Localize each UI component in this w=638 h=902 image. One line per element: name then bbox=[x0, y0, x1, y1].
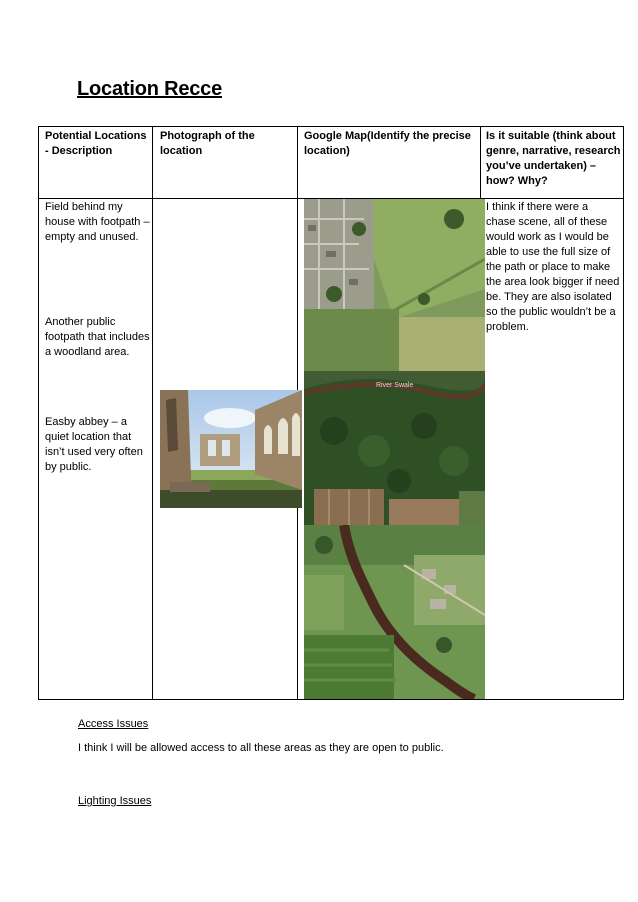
location-easby-abbey: Easby abbey – a quiet location that isn’t used very often by public. bbox=[45, 416, 143, 473]
location-table bbox=[38, 126, 624, 700]
suitability-text: I think if there were a chase scene, all of these would work as I would be able to use the full size of the path or place to make the area look bigger if need be. They are also isolated so the public wouldn’t be a problem. bbox=[486, 201, 620, 333]
map-field-aerial bbox=[304, 199, 485, 371]
access-issues-heading: Access Issues bbox=[78, 718, 149, 730]
column-divider bbox=[152, 127, 153, 699]
lighting-issues-heading: Lighting Issues bbox=[78, 795, 152, 807]
location-woodland: Another public footpath that includes a woodland area. bbox=[45, 316, 150, 358]
header-google-map: Google Map(Identify the precise location) bbox=[304, 130, 471, 157]
header-suitability: Is it suitable (think about genre, narrative, research you’ve undertaken) – how? Why? bbox=[486, 130, 621, 187]
page-title: Location Recce bbox=[77, 78, 223, 100]
map-woodland-aerial bbox=[304, 371, 485, 525]
map-abbey-aerial bbox=[304, 525, 485, 699]
map-river-label: River Swale bbox=[376, 382, 414, 389]
header-photograph: Photograph of the location bbox=[160, 130, 255, 157]
location-field: Field behind my house with footpath – empty and unused. bbox=[45, 201, 150, 243]
abbey-photo bbox=[160, 390, 302, 508]
header-locations: Potential Locations - Description bbox=[45, 130, 147, 157]
access-issues-text: I think I will be allowed access to all these areas as they are open to public. bbox=[78, 742, 444, 754]
